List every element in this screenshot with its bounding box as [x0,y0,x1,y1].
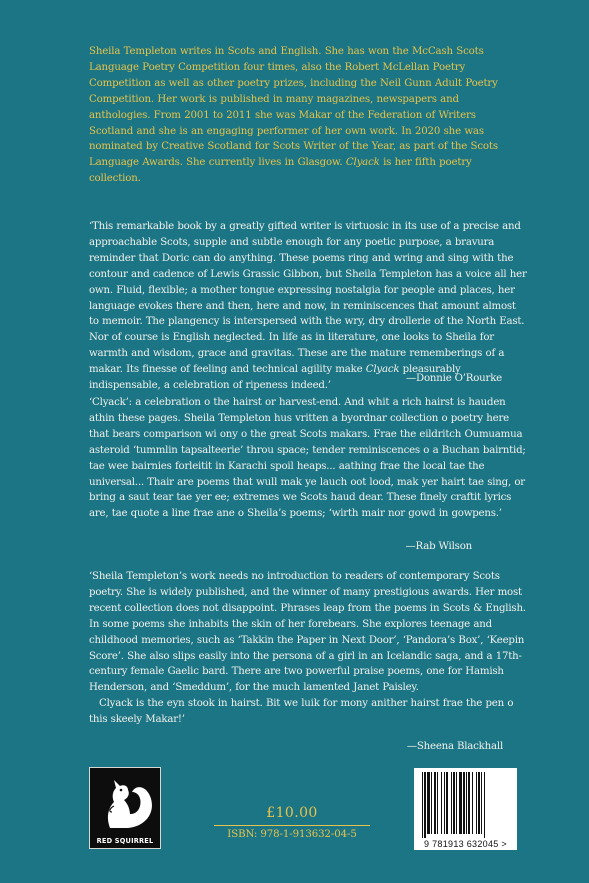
quote-book-title: Clyack [365,364,400,376]
bio-book-title: Clyack [345,157,380,169]
quote-paragraph: Clyack is the eyn stook in hairst. Bit we luik for mony anither hairst frae the pen o this skeely Makar!’ [89,698,514,726]
isbn: ISBN: 978-1-913632-04-5 [227,829,357,840]
barcode-bars [414,768,517,840]
quote-text: ‘This remarkable book by a greatly gifted writer is virtuosic in its use of a precise and approachable Scots, supple and subtle enough for any poetic purpose, a bravura reminder that Doric can do anything. These poems ring and wring and sing with the contour and cadence of Lewis Grassic Gibbon, but Sheila Templeton has a voice all her own. Fluid, flexible; a mother tongue expressing nostalgia for people and places, her language evokes there and then, here and now, in reminiscences that amount almost to memoir. The plangency is interspersed with the wry, dry drollerie of the North East. Nor of course is English neglected. In life as in literature, one looks to Sheila for warmth and wisdom, grace and gravitas. These are the mature rememberings of a makar. Its finesse of feeling and technical agility make [89,221,527,376]
author-bio [89,44,509,187]
attribution-wilson: —Rab Wilson [405,541,472,552]
quote-text-end: pleasurably indispensable, a celebration of ripeness indeed.’ [89,364,461,392]
attribution-blackhall: —Sheena Blackhall [406,741,503,752]
publisher-logo [89,767,161,849]
attribution-orourke: —Donnie O’Rourke [406,373,502,384]
quote-text: ‘Clyack’: a celebration o the hairst or harvest-end. And whit a rich hairst is hauden athin these pages. Sheila Templeton hus vritten a byordnar collection o poetry here that bears comparison wi ony o the great Scots makars. Frae the eildritch Oumuamua asteroid ‘tummlin tapsalteerie’ throu space; tender reminiscences o a Buchan bairntid; tae wee bairnies forleitit in Karachi spoil heaps... aathing frae the local tae the universal... Thair are poems that wull mak ye lauch oot lood, mak yer hairt tae sing, or bring a saut tear tae yer ee; extremes we Scots haud dear. These finely craftit lyrics are, tae quote a line frae ane o Sheila’s poems; ‘wirth mair nor gowd in gowpens.’ [89,397,526,520]
barcode-end-mark: > [501,839,507,849]
squirrel-icon [90,768,160,838]
quote-paragraph: ‘Sheila Templeton’s work needs no introduction to readers of contemporary Scots poetry. She is widely published, and the winner of many prestigious awards. Her most recent collection does not disappoint. Phrases leap from the poems in Scots & English. In some poems she inhabits the skin of her forebears. She explores teenage and childhood memories, such as ‘Takkin the Paper in Next Door’, ‘Pandora’s Box’, ‘Keepin Score’. She also slips easily into the persona of a girl in an Icelandic saga, and a 17th-century female Gaelic bard. There are two powerful praise poems, one for Hamish Henderson, and ‘Smeddum’, for the much lamented Janet Paisley. [89,571,526,694]
barcode-digits: 9 781913 632045 [424,839,499,849]
quote-blackhall [89,569,527,728]
barcode [414,768,517,850]
bio-text: Sheila Templeton writes in Scots and English. She has won the McCash Scots Language Poetry Competition four times, also the Robert McLellan Poetry Competition as well as other poetry prizes, including the Neil Gunn Adult Poetry Competition. Her work is published in many magazines, newspapers and anthologies. From 2001 to 2011 she was Makar of the Federation of Writers Scotland and she is an engaging performer of her own work. In 2020 she was nominated by Creative Scotland for Scots Writer of the Year, as part of the Scots Language Awards. She currently lives in Glasgow. [89,46,498,169]
publisher-name: RED SQUIRREL [96,837,154,845]
price-divider [214,825,370,826]
quote-wilson [89,395,527,522]
price: £10.00 [266,805,318,821]
barcode-number [414,839,517,849]
quote-orourke [89,219,527,394]
bio-text-end: is her fifth poetry collection. [89,157,472,185]
